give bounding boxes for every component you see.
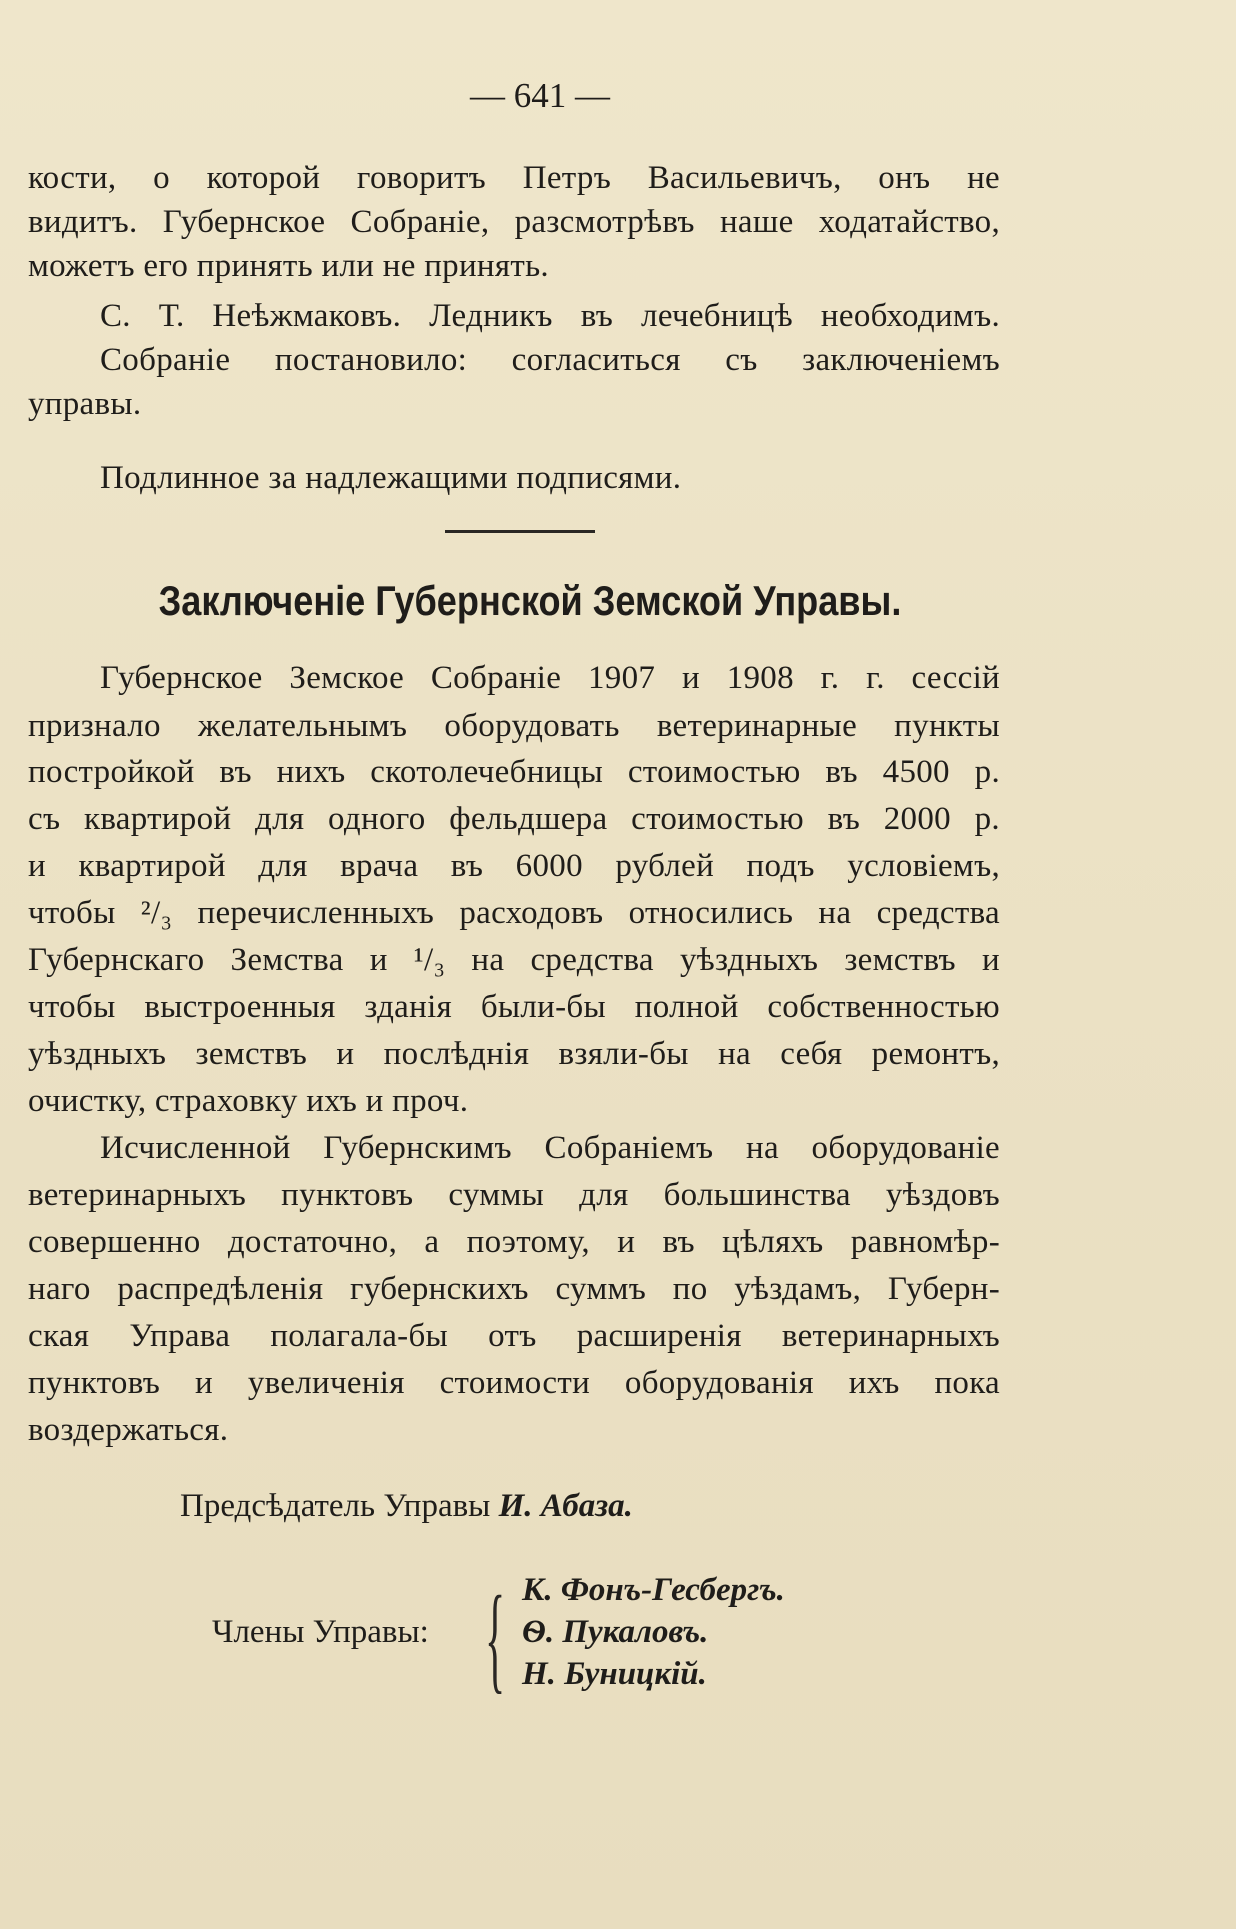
paragraph-line: чтобы выстроенныя зданія были-бы полной собственностью [28,989,1000,1025]
text-line: можетъ его принять или не принять. [28,248,549,284]
paragraph-line: ветеринарныхъ пунктовъ суммы для большинства уѣздовъ [28,1177,1000,1213]
paragraph-line: ская Управа полагала-бы отъ расширенія ветеринарныхъ [28,1318,1000,1354]
chairman-signature [180,1486,633,1526]
paragraph-line: чтобы ²/₃ перечисленныхъ расходовъ относились на средства [28,895,1000,931]
section-heading: Заключеніе Губернской Земской Управы. [158,577,902,624]
paragraph-line: пунктовъ и увеличенія стоимости оборудованія ихъ пока [28,1365,1000,1401]
paragraph-line: уѣздныхъ земствъ и послѣднія взяли-бы на себя ремонтъ, [28,1036,1000,1072]
paragraph-line: Губернскаго Земства и ¹/₃ на средства уѣздныхъ земствъ и [28,942,1000,978]
brace-glyph: { [485,1571,506,1704]
members-label: Члены Управы: [212,1614,429,1650]
paragraph-line: съ квартирой для одного фельдшера стоимостью въ 2000 р. [28,801,1000,837]
paragraph-line: совершенно достаточно, а поэтому, и въ цѣляхъ равномѣр- [28,1224,1000,1260]
member-name: К. Фонъ-Гесбергъ. [522,1572,785,1608]
paragraph-line: наго распредѣленія губернскихъ суммъ по уѣздамъ, Губерн- [28,1271,1000,1307]
text-line: видитъ. Губернское Собраніе, разсмотрѣвъ наше ходатайство, [28,204,1000,240]
paragraph-line: признало желательнымъ оборудовать ветеринарные пункты [28,708,1000,744]
paragraph-line: постройкой въ нихъ скотолечебницы стоимостью въ 4500 р. [28,754,1000,790]
chairman-name: И. Абаза. [498,1488,633,1524]
section-divider [445,530,595,533]
paragraph-line: воздержаться. [28,1412,229,1448]
authenticity-note: Подлинное за надлежащими подписями. [100,460,682,496]
resolution-line: Собраніе постановило: согласиться съ заключеніемъ [100,342,1000,378]
paragraph-line: Губернское Земское Собраніе 1907 и 1908 г. г. сессій [100,660,1000,696]
member-name: Ѳ. Пукаловъ. [522,1614,709,1650]
paragraph-line: очистку, страховку ихъ и проч. [28,1083,469,1119]
paragraph-line: и квартирой для врача въ 6000 рублей подъ условіемъ, [28,848,1000,884]
chairman-label: Предсѣдатель Управы [180,1488,491,1524]
text-line: кости, о которой говоритъ Петръ Васильевичъ, онъ не [28,160,1000,196]
member-name: Н. Буницкій. [522,1656,707,1692]
paragraph-line: Исчисленной Губернскимъ Собраніемъ на оборудованіе [100,1130,1000,1166]
speaker-line: С. Т. Неѣжмаковъ. Ледникъ въ лечебницѣ необходимъ. [100,298,1000,334]
resolution-line: управы. [28,386,142,422]
page-number: — 641 — [470,76,610,115]
